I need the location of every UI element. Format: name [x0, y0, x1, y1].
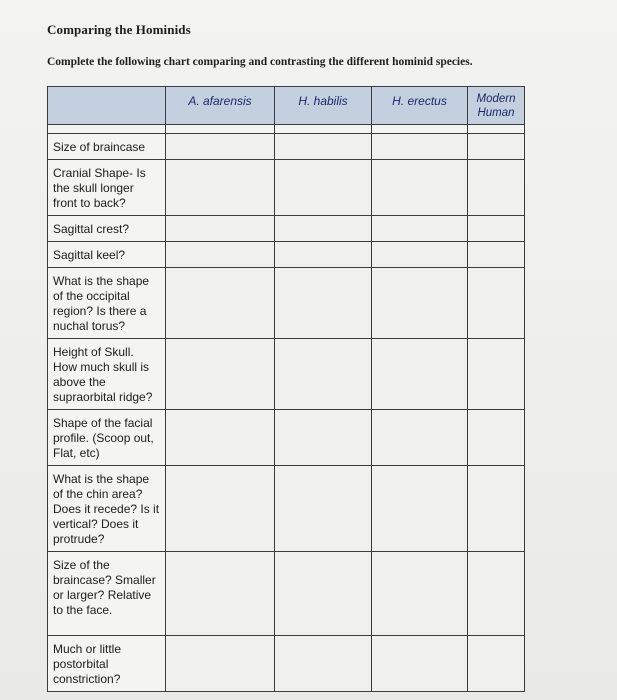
answer-cell[interactable]	[372, 216, 468, 242]
table-row	[48, 552, 525, 636]
spacer-cell	[275, 125, 372, 134]
answer-cell[interactable]	[468, 160, 525, 216]
spacer-cell	[166, 125, 275, 134]
answer-cell[interactable]	[372, 552, 468, 636]
table-row	[48, 134, 525, 160]
answer-cell[interactable]	[275, 160, 372, 216]
answer-cell[interactable]	[275, 339, 372, 410]
answer-cell[interactable]	[468, 636, 525, 692]
row-label: Shape of the facial profile. (Scoop out, Flat, etc)	[48, 410, 166, 466]
answer-cell[interactable]	[372, 134, 468, 160]
table-row	[48, 268, 525, 339]
answer-cell[interactable]	[275, 268, 372, 339]
answer-cell[interactable]	[166, 410, 275, 466]
answer-cell[interactable]	[372, 242, 468, 268]
spacer-cell	[468, 125, 525, 134]
answer-cell[interactable]	[372, 339, 468, 410]
header-corner-cell	[48, 87, 166, 125]
column-header-modern-human: Modern Human	[468, 87, 525, 125]
answer-cell[interactable]	[372, 160, 468, 216]
row-label: Sagittal crest?	[48, 216, 166, 242]
answer-cell[interactable]	[468, 242, 525, 268]
spacer-cell	[372, 125, 468, 134]
answer-cell[interactable]	[468, 268, 525, 339]
answer-cell[interactable]	[166, 466, 275, 552]
row-label: Cranial Shape- Is the skull longer front to back?	[48, 160, 166, 216]
table-row	[48, 636, 525, 692]
answer-cell[interactable]	[275, 552, 372, 636]
column-header-habilis: H. habilis	[275, 87, 372, 125]
answer-cell[interactable]	[468, 466, 525, 552]
table-row	[48, 339, 525, 410]
answer-cell[interactable]	[166, 160, 275, 216]
table-row	[48, 242, 525, 268]
answer-cell[interactable]	[166, 339, 275, 410]
row-label: Height of Skull. How much skull is above the supraorbital ridge?	[48, 339, 166, 410]
answer-cell[interactable]	[372, 636, 468, 692]
row-label: Size of the braincase? Smaller or larger? Relative to the face.	[48, 552, 166, 636]
answer-cell[interactable]	[166, 268, 275, 339]
row-label: What is the shape of the occipital region? Is there a nuchal torus?	[48, 268, 166, 339]
answer-cell[interactable]	[468, 339, 525, 410]
answer-cell[interactable]	[275, 466, 372, 552]
header-row	[48, 87, 525, 125]
row-label: Much or little postorbital constriction?	[48, 636, 166, 692]
table-row	[48, 466, 525, 552]
answer-cell[interactable]	[166, 134, 275, 160]
answer-cell[interactable]	[275, 216, 372, 242]
hominid-comparison-table	[47, 86, 525, 692]
spacer-row	[48, 125, 525, 134]
answer-cell[interactable]	[275, 134, 372, 160]
row-label: Sagittal keel?	[48, 242, 166, 268]
answer-cell[interactable]	[275, 636, 372, 692]
answer-cell[interactable]	[468, 134, 525, 160]
spacer-cell	[48, 125, 166, 134]
answer-cell[interactable]	[166, 636, 275, 692]
instructions-text: Complete the following chart comparing and contrasting the different hominid species.	[47, 56, 473, 68]
answer-cell[interactable]	[275, 410, 372, 466]
answer-cell[interactable]	[372, 466, 468, 552]
answer-cell[interactable]	[166, 242, 275, 268]
column-header-erectus: H. erectus	[372, 87, 468, 125]
answer-cell[interactable]	[468, 410, 525, 466]
answer-cell[interactable]	[468, 216, 525, 242]
table-row	[48, 410, 525, 466]
row-label: Size of braincase	[48, 134, 166, 160]
answer-cell[interactable]	[372, 268, 468, 339]
answer-cell[interactable]	[468, 552, 525, 636]
page-title: Comparing the Hominids	[47, 22, 191, 37]
answer-cell[interactable]	[166, 216, 275, 242]
row-label: What is the shape of the chin area? Does it recede? Is it vertical? Does it protrude?	[48, 466, 166, 552]
column-header-afarensis: A. afarensis	[166, 87, 275, 125]
table-row	[48, 216, 525, 242]
answer-cell[interactable]	[372, 410, 468, 466]
table-row	[48, 160, 525, 216]
answer-cell[interactable]	[166, 552, 275, 636]
answer-cell[interactable]	[275, 242, 372, 268]
